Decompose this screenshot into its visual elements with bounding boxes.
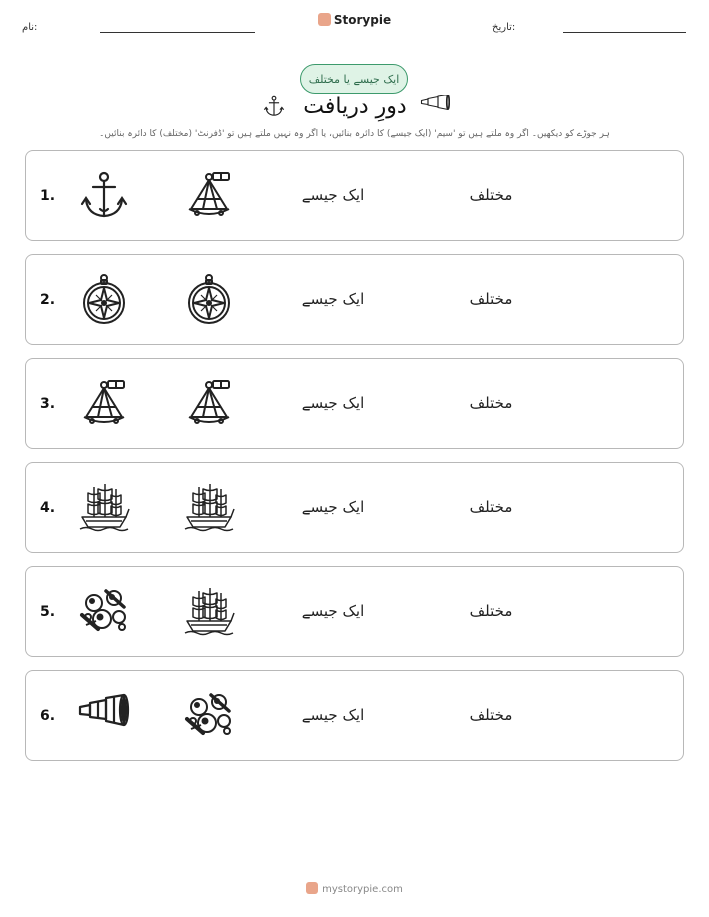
- page-title: دورِ دریافت: [303, 94, 407, 119]
- name-label: نام:: [22, 22, 38, 33]
- sextant-icon: [78, 377, 130, 429]
- title-telescope-icon: [420, 95, 450, 115]
- instructions: ہر جوڑے کو دیکھیں۔ اگر وہ ملتے ہیں تو 'سیم' (ایک جیسے) کا دائرہ بنائیں، یا اگر وہ نہیں ملتے ہیں تو 'ڈفرنٹ' (مختلف) کا دائرہ بنائیں۔: [99, 129, 610, 139]
- different-option[interactable]: مختلف: [469, 498, 513, 516]
- brand-logo: [0, 13, 709, 27]
- question-row: [25, 254, 684, 345]
- question-row: [25, 462, 684, 553]
- different-option[interactable]: مختلف: [469, 706, 513, 724]
- question-row: [25, 670, 684, 761]
- same-option[interactable]: ایک جیسے: [301, 290, 365, 308]
- question-number: 1.: [40, 188, 56, 204]
- storypie-logo-icon: [318, 13, 331, 26]
- brand-name: Storypie: [333, 13, 392, 27]
- ship-icon: [78, 481, 130, 533]
- question-number: 6.: [40, 708, 56, 724]
- different-option[interactable]: مختلف: [469, 394, 513, 412]
- same-option[interactable]: ایک جیسے: [301, 706, 365, 724]
- date-label: تاریخ:: [492, 22, 516, 33]
- same-option[interactable]: ایک جیسے: [301, 186, 365, 204]
- sextant-icon: [183, 377, 235, 429]
- question-number: 3.: [40, 396, 56, 412]
- same-option[interactable]: ایک جیسے: [301, 498, 365, 516]
- question-number: 2.: [40, 292, 56, 308]
- name-line[interactable]: [100, 32, 255, 33]
- ship-icon: [183, 481, 235, 533]
- spices-icon: [78, 585, 130, 637]
- storypie-logo-icon: [306, 882, 318, 894]
- question-row: [25, 150, 684, 241]
- compass-icon: [78, 273, 130, 325]
- different-option[interactable]: مختلف: [469, 602, 513, 620]
- anchor-icon: [78, 169, 130, 221]
- same-option[interactable]: ایک جیسے: [301, 394, 365, 412]
- different-option[interactable]: مختلف: [469, 290, 513, 308]
- footer: [0, 882, 709, 895]
- compass-icon: [183, 273, 235, 325]
- question-number: 5.: [40, 604, 56, 620]
- ship-icon: [183, 585, 235, 637]
- question-row: [25, 566, 684, 657]
- date-line[interactable]: [563, 32, 686, 33]
- question-row: [25, 358, 684, 449]
- telescope-icon: [78, 689, 130, 741]
- question-number: 4.: [40, 500, 56, 516]
- different-option[interactable]: مختلف: [469, 186, 513, 204]
- sextant-icon: [183, 169, 235, 221]
- spices-icon: [183, 689, 235, 741]
- footer-url: mystorypie.com: [322, 884, 403, 895]
- same-option[interactable]: ایک جیسے: [301, 602, 365, 620]
- worksheet-type-badge: ایک جیسے یا مختلف: [300, 64, 408, 94]
